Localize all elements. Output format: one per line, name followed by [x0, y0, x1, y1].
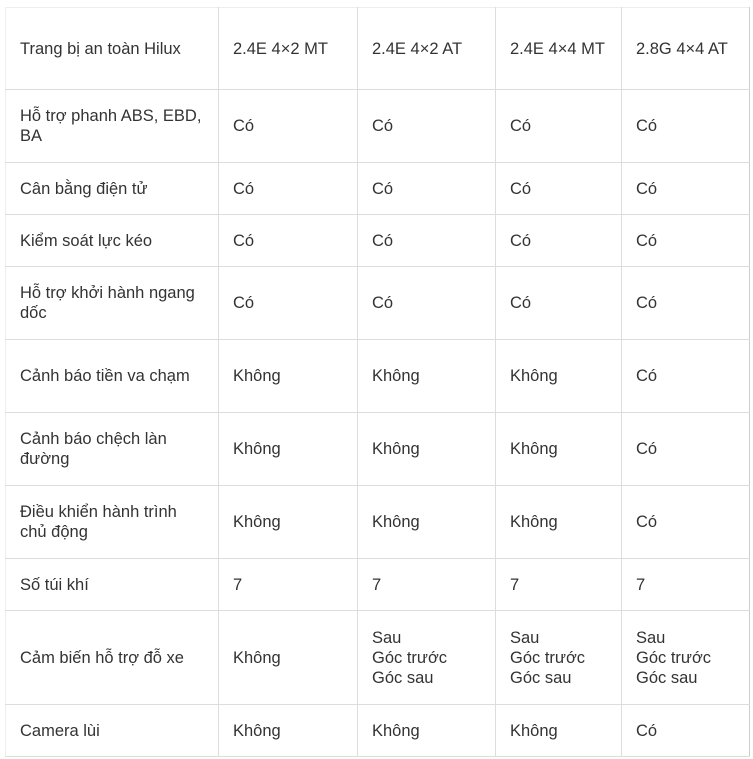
table-cell: Có: [219, 215, 358, 267]
table-cell: Có: [358, 267, 496, 340]
table-row: [6, 559, 750, 611]
table-cell: Không: [496, 340, 622, 413]
cell-line: Góc trước: [636, 648, 712, 667]
table-cell: Không: [219, 340, 358, 413]
feature-label: Cảm biến hỗ trợ đỗ xe: [6, 611, 219, 705]
table-cell: Không: [496, 705, 622, 757]
table-cell: Không: [358, 340, 496, 413]
header-cell-variant-4: 2.8G 4×4 AT: [622, 8, 750, 90]
table-row: [6, 705, 750, 757]
cell-line: Sau: [636, 628, 666, 647]
table-row: [6, 611, 750, 705]
table-cell: Có: [219, 267, 358, 340]
cell-line: Sau: [510, 628, 540, 647]
table-row: [6, 267, 750, 340]
table-row: [6, 340, 750, 413]
table-cell: Không: [219, 611, 358, 705]
table-row: [6, 486, 750, 559]
cell-line: Sau: [372, 628, 402, 647]
feature-label: Số túi khí: [6, 559, 219, 611]
table-cell: Có: [219, 90, 358, 163]
table-header-row: [6, 8, 750, 90]
table-cell: Không: [496, 413, 622, 486]
feature-label: Hỗ trợ khởi hành ngang dốc: [6, 267, 219, 340]
table-cell: Không: [219, 413, 358, 486]
cell-line: Góc sau: [372, 668, 434, 687]
table-cell: 7: [622, 559, 750, 611]
table-cell: Có: [496, 163, 622, 215]
table-cell: Không: [358, 413, 496, 486]
feature-label: Điều khiển hành trình chủ động: [6, 486, 219, 559]
table-cell: Có: [622, 340, 750, 413]
table-cell: Có: [358, 215, 496, 267]
feature-label: Kiểm soát lực kéo: [6, 215, 219, 267]
table-row: [6, 215, 750, 267]
feature-label: Cân bằng điện tử: [6, 163, 219, 215]
table-cell: 7: [496, 559, 622, 611]
table-cell: Có: [496, 267, 622, 340]
table-cell: [622, 611, 750, 705]
table-cell: Có: [622, 267, 750, 340]
header-cell-variant-1: 2.4E 4×2 MT: [219, 8, 358, 90]
header-cell-feature: Trang bị an toàn Hilux: [6, 8, 219, 90]
table-row: [6, 163, 750, 215]
cell-line: Góc trước: [510, 648, 586, 667]
table-cell: Có: [496, 215, 622, 267]
table-cell: Có: [358, 90, 496, 163]
cell-line: Góc trước: [372, 648, 448, 667]
table-cell: Có: [358, 163, 496, 215]
table-cell: Có: [622, 705, 750, 757]
feature-label: Camera lùi: [6, 705, 219, 757]
table-cell: Có: [622, 90, 750, 163]
cell-line: Góc sau: [636, 668, 698, 687]
table-cell: 7: [358, 559, 496, 611]
table-cell: Không: [496, 486, 622, 559]
table-cell: Không: [219, 486, 358, 559]
feature-label: Cảnh báo tiền va chạm: [6, 340, 219, 413]
table-cell: Không: [358, 486, 496, 559]
table-cell: [496, 611, 622, 705]
safety-spec-table: [5, 7, 750, 757]
table-cell: Có: [622, 486, 750, 559]
table-cell: Có: [219, 163, 358, 215]
header-cell-variant-2: 2.4E 4×2 AT: [358, 8, 496, 90]
table-row: [6, 90, 750, 163]
table-row: [6, 413, 750, 486]
table-cell: 7: [219, 559, 358, 611]
table-cell: Không: [219, 705, 358, 757]
table-cell: Có: [622, 413, 750, 486]
cell-line: Góc sau: [510, 668, 572, 687]
table-cell: Có: [496, 90, 622, 163]
table-cell: Có: [622, 163, 750, 215]
table-cell: Có: [622, 215, 750, 267]
table-cell: Không: [358, 705, 496, 757]
table-cell: [358, 611, 496, 705]
feature-label: Cảnh báo chệch làn đường: [6, 413, 219, 486]
feature-label: Hỗ trợ phanh ABS, EBD, BA: [6, 90, 219, 163]
header-cell-variant-3: 2.4E 4×4 MT: [496, 8, 622, 90]
